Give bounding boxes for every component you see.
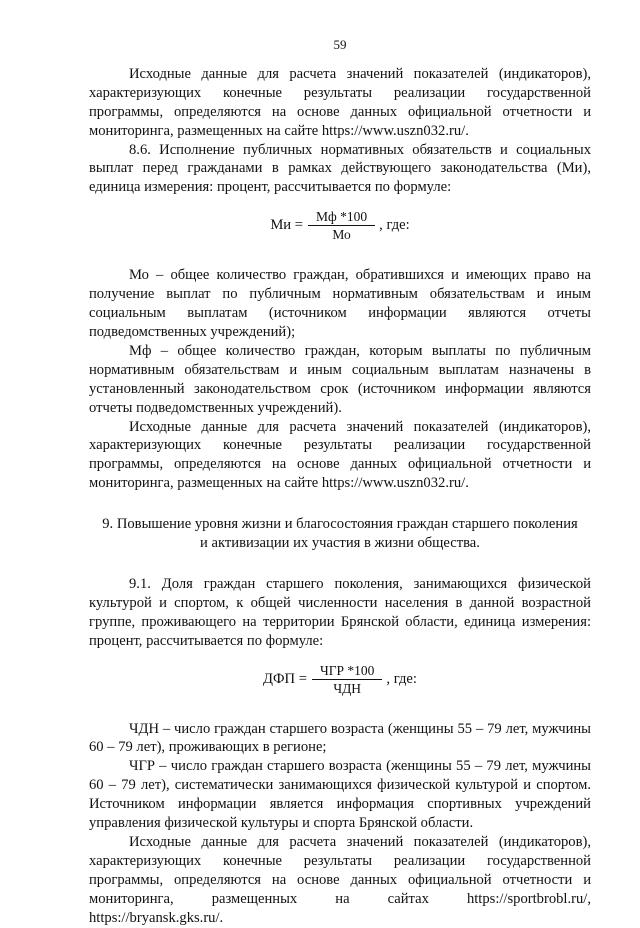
paragraph-indicator-8-6: 8.6. Исполнение публичных нормативных обязательств и социальных выплат перед гражданами в рамках действующего законодательства (Ми), единица измерения: процент, рассчитывается по формуле: [89,141,591,196]
formula-mi-fraction [308,209,375,242]
formula-mi-denominator: Мо [332,227,351,243]
formula-mi-lhs: Ми = [270,217,303,234]
formula-mi-numerator: Мф *100 [308,209,375,226]
formula-mi [89,209,591,242]
formula-dfp-numerator: ЧГР *100 [312,663,382,680]
document-page [89,36,591,928]
paragraph-mf-definition: Мф – общее количество граждан, которым выплаты по публичным нормативным обязательствам и иным социальным выплатам назначены в установленный законодательством срок (источником информации являются отчеты подведомственных учреждений). [89,342,591,416]
section-heading-line-2: и активизации их участия в жизни общества. [200,535,480,552]
formula-dfp-lhs: ДФП = [263,670,307,687]
formula-dfp [89,663,591,696]
formula-dfp-denominator: ЧДН [333,680,362,696]
section-heading-9 [89,515,591,553]
paragraph-mo-definition: Мо – общее количество граждан, обратившихся и имеющих право на получение выплат по публичным нормативным обязательствам и иным социальным выплатам (источником информации являются отчеты подведомственных учреждений); [89,267,591,340]
paragraph-indicator-9-1: 9.1. Доля граждан старшего поколения, занимающихся физической культурой и спортом, к общей численности населения в данной возрастной группе, проживающего на территории Брянской области, единица измерения: процент, рассчитывается по формуле: [89,575,591,649]
formula-mi-where: , где: [379,217,410,234]
formula-dfp-where: , где: [386,670,417,687]
section-heading-line-1: 9. Повышение уровня жизни и благосостояния граждан старшего поколения [102,516,578,533]
page-number: 59 [333,37,347,52]
formula-dfp-fraction [312,663,382,696]
paragraph-chdn-definition: ЧДН – число граждан старшего возраста (женщины 55 – 79 лет, мужчины 60 – 79 лет), проживающих в регионе; [89,720,591,756]
paragraph-chgr-definition: ЧГР – число граждан старшего возраста (женщины 55 – 79 лет, мужчины 60 – 79 лет), систематически занимающихся физической культурой и спортом. Источником информации является информация спортивных учреждений управления физической культуры и спорта Брянской области. [89,758,591,832]
paragraph-source-data-1: Исходные данные для расчета значений показателей (индикаторов), характеризующих конечные результаты реализации государственной программы, определяются на основе данных официальной отчетности и мониторинга, размещенных на сайте https://www.uszn032.ru/. [89,65,591,139]
paragraph-source-data-2: Исходные данные для расчета значений показателей (индикаторов), характеризующих конечные результаты реализации государственной программы, определяются на основе данных официальной отчетности и мониторинга, размещенных на сайте https://www.uszn032.ru/. [89,418,591,492]
paragraph-source-data-3: Исходные данные для расчета значений показателей (индикаторов), характеризующих конечные результаты реализации государственной программы, определяются на основе данных официальной отчетности и мониторинга, размещенных на сайтах https://sportbrobl.ru/, https://bryansk.gks.ru/. [89,834,591,926]
